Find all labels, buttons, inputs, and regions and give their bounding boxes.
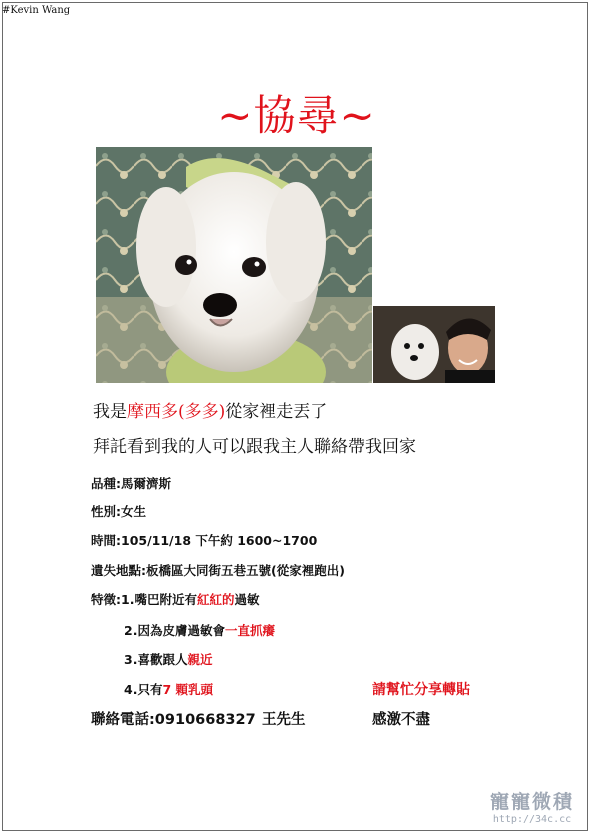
intro-line-1: [93, 397, 327, 422]
owner-with-dog-photo: [373, 306, 495, 383]
dog-name: 摩西多(多多): [127, 402, 226, 422]
thanks-text: 感激不盡: [372, 712, 430, 728]
breed-line: 品種:馬爾濟斯: [91, 476, 171, 491]
feature-4-highlight: 7 顆乳頭: [162, 682, 214, 697]
feature-1-text: 特徵:1.嘴巴附近有: [91, 592, 197, 607]
contact-phone: 聯絡電話:0910668327: [91, 712, 256, 728]
intro-line-2: 拜託看到我的人可以跟我主人聯絡帶我回家: [93, 437, 416, 457]
feature-4: [124, 680, 213, 698]
time-line: 時間:105/11/18 下午約 1600~1700: [91, 533, 318, 548]
feature-2-highlight: 一直抓癢: [224, 623, 275, 638]
dog-photo: [96, 147, 372, 383]
feature-1: [91, 590, 259, 608]
intro-suffix: 從家裡走丟了: [225, 402, 328, 422]
author-tag: #Kevin Wang: [2, 5, 71, 16]
watermark: [477, 787, 587, 825]
feature-1-highlight: 紅紅的: [196, 592, 235, 607]
feature-3-text: 3.喜歡跟人: [124, 652, 188, 667]
feature-2-text: 2.因為皮膚過敏會: [124, 623, 225, 638]
feature-3-highlight: 親近: [187, 652, 213, 667]
gender-line: 性別:女生: [91, 504, 146, 519]
feature-2: [124, 621, 275, 639]
contact-name: 王先生: [262, 712, 306, 728]
intro-prefix: 我是: [93, 402, 127, 422]
watermark-brand: 寵寵微積: [489, 791, 574, 813]
watermark-url: http://34c.cc: [492, 814, 572, 825]
feature-1-suffix: 過敏: [234, 592, 260, 607]
feature-3: [124, 650, 212, 668]
poster-title: ~協尋~: [217, 91, 376, 140]
share-request: 請幫忙分享轉貼: [372, 682, 470, 698]
feature-4-text: 4.只有: [124, 682, 163, 697]
location-line: 遺失地點:板橋區大同街五巷五號(從家裡跑出): [91, 563, 345, 578]
